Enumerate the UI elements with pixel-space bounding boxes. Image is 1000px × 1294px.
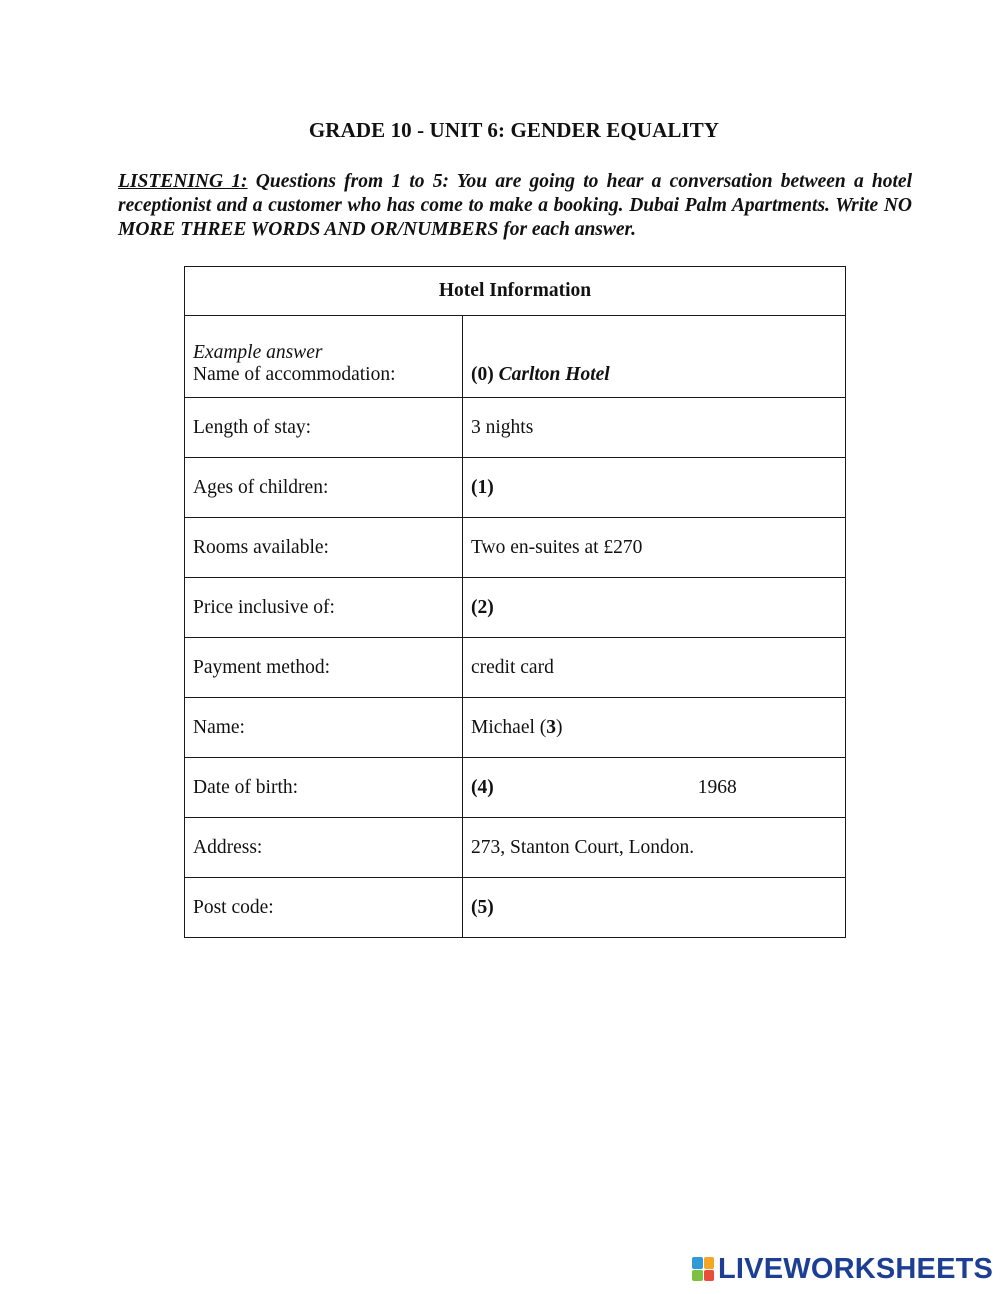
row-label: Length of stay:: [185, 398, 463, 458]
example-label-cell: [185, 316, 463, 398]
answer-blank-4[interactable]: [463, 758, 846, 818]
question-number: (4): [471, 776, 494, 798]
example-number: (0): [471, 364, 494, 385]
table-row: [185, 458, 846, 518]
paren-open: (: [539, 716, 547, 738]
dob-year: 1968: [697, 776, 737, 798]
row-value: 3 nights: [463, 398, 846, 458]
row-value: Two en-suites at £270: [463, 518, 846, 578]
row-label: Name:: [185, 698, 463, 758]
row-label: Address:: [185, 818, 463, 878]
hotel-information-table: [184, 266, 846, 938]
question-number: (5): [471, 896, 494, 918]
logo-text: LIVEWORKSHEETS: [718, 1253, 994, 1285]
row-value: credit card: [463, 638, 846, 698]
row-label: Payment method:: [185, 638, 463, 698]
instructions-text: Questions from 1 to 5: You are going to hear a conversation between a hotel receptionist and a customer who has come to make a booking. Dubai Palm Apartments. Write NO MORE THREE WORDS AND OR/NUMBERS for each answer.: [118, 171, 912, 240]
example-label: Name of accommodation:: [193, 364, 396, 385]
table-row: [185, 818, 846, 878]
example-answer: Carlton Hotel: [498, 364, 610, 385]
row-label: Date of birth:: [185, 758, 463, 818]
example-row: [185, 316, 846, 398]
question-number: (1): [471, 476, 494, 498]
answer-blank-3[interactable]: [463, 698, 846, 758]
row-label: Price inclusive of:: [185, 578, 463, 638]
liveworksheets-logo-icon: [692, 1257, 714, 1281]
table-row: [185, 758, 846, 818]
table-header: Hotel Information: [185, 267, 846, 316]
table-row: [185, 518, 846, 578]
answer-blank-1[interactable]: [463, 458, 846, 518]
table-row: [185, 578, 846, 638]
liveworksheets-logo: [692, 1254, 993, 1284]
row-value: Michael: [471, 716, 540, 738]
example-note: Example answer: [193, 342, 323, 363]
row-label: Rooms available:: [185, 518, 463, 578]
table-row: [185, 878, 846, 938]
table-row: [185, 638, 846, 698]
question-number: (2): [471, 596, 494, 618]
paren-close: ): [556, 716, 563, 738]
table-header-row: [185, 267, 846, 316]
answer-blank-5[interactable]: [463, 878, 846, 938]
question-number: 3: [546, 716, 557, 738]
table-row: [185, 698, 846, 758]
answer-blank-2[interactable]: [463, 578, 846, 638]
listening-instructions: [118, 170, 912, 242]
row-label: Post code:: [185, 878, 463, 938]
example-answer-cell: [463, 316, 846, 398]
document-title: GRADE 10 - UNIT 6: GENDER EQUALITY: [308, 118, 720, 142]
row-value: 273, Stanton Court, London.: [463, 818, 846, 878]
table-row: [185, 398, 846, 458]
row-label: Ages of children:: [185, 458, 463, 518]
instructions-label: LISTENING 1:: [118, 171, 248, 192]
